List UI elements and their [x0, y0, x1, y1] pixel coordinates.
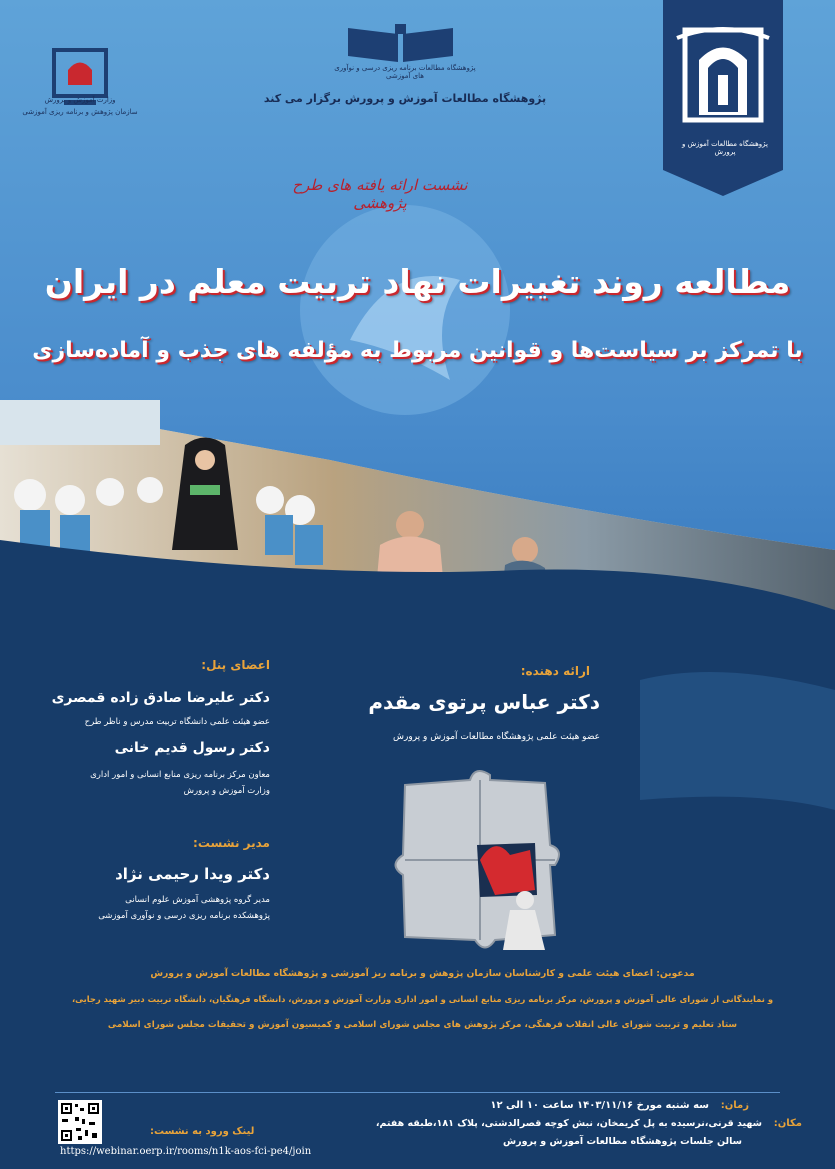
place-value-2: سالن جلسات پژوهشگاه مطالعات آموزش و پرورش [503, 1136, 742, 1147]
divider [55, 1092, 780, 1093]
page-title: مطالعه روند تغییرات نهاد تربیت معلم در ایران [44, 262, 791, 301]
background-emblem-icon [290, 200, 520, 420]
panel-member-name: دکتر رسول قدیم خانی [114, 740, 270, 756]
session-type: نشست ارائه یافته های طرح پژوهشی [292, 176, 468, 212]
logo-right-caption: پژوهشگاه مطالعات آموزش و پرورش [682, 140, 768, 156]
host-line: پژوهشگاه مطالعات آموزش و پرورش برگزار می کند [263, 92, 547, 105]
page-subtitle: با تمرکز بر سیاست‌ها و قوانین مربوط به مؤلفه های جذب و آماده‌سازی [32, 338, 803, 363]
link-label: لینک ورود به نشست: [150, 1126, 255, 1137]
place-label: مکان: [773, 1118, 802, 1129]
institute-logo-icon [663, 0, 783, 196]
ministry-logo-icon [40, 40, 120, 130]
invitees-line-2: و نمایندگانی از شورای عالی آموزش و پرورش، مرکز برنامه ریزی منابع انسانی و امور اداری وزارت آموزش و پرورش، دانشگاه فرهنگیان، دانشگاه تربیت دبیر شهید رجایی، [71, 994, 774, 1004]
invitees-line-1: مدعوین: اعضای هیئت علمی و کارشناسان سازمان پژوهش و برنامه ریز آموزشی و پژوهشگاه مطالعات آموزش و پرورش [150, 968, 695, 979]
moderator-name: دکتر ویدا رحیمی نژاد [115, 865, 270, 883]
panel-label: اعضای پنل: [201, 658, 270, 672]
place-value: شهید قرنی،نرسیده به پل کریمخان، نبش کوچه قصرالدشتی، پلاک ۱۸۱،طبقه هفتم، [375, 1118, 762, 1129]
invitees-line-3: ستاد تعلیم و تربیت شورای عالی انقلاب فرهنگی، مرکز پژوهش های مجلس شورای اسلامی و کمیسیون آموزش و تحقیقات مجلس شورای اسلامی [107, 1020, 738, 1030]
panel-member-desc-2: وزارت آموزش و پرورش [183, 786, 270, 796]
time-label: زمان: [720, 1100, 749, 1111]
qr-code-icon[interactable] [58, 1100, 102, 1144]
logo-left-caption-2: سازمان پژوهش و برنامه ریزی آموزشی [22, 108, 138, 116]
moderator-desc-2: پژوهشکده برنامه ریزی درسی و نوآوری آموزشی [98, 911, 270, 921]
panel-member-desc: عضو هیئت علمی دانشگاه تربیت مدرس و ناظر طرح [84, 717, 270, 727]
moderator-label: مدیر نشست: [193, 836, 270, 850]
webinar-link[interactable]: https://webinar.oerp.ir/rooms/n1k-aos-fci-pe4/join [60, 1146, 312, 1157]
panel-member-name: دکتر علیرضا صادق زاده قمصری [51, 690, 270, 706]
presenter-desc: عضو هیئت علمی پژوهشگاه مطالعات آموزش و پرورش [393, 732, 600, 742]
presenter-label: ارائه دهنده: [520, 664, 590, 678]
logo-center-caption: پژوهشگاه مطالعات برنامه ریزی درسی و نوآوری های آموزشی [334, 64, 476, 80]
time-value: سه شنبه مورخ ۱۴۰۳/۱۱/۱۶ ساعت ۱۰ الی ۱۲ [490, 1100, 709, 1111]
puzzle-icon [385, 765, 580, 955]
panel-member-desc: معاون مرکز برنامه ریزی منابع انسانی و امور اداری [90, 770, 270, 780]
presenter-name: دکتر عباس پرتوی مقدم [368, 690, 600, 714]
logo-left-caption-1: وزارت آموزش و پرورش [44, 96, 116, 104]
moderator-desc: مدیر گروه پژوهشی آموزش علوم انسانی [125, 895, 270, 905]
